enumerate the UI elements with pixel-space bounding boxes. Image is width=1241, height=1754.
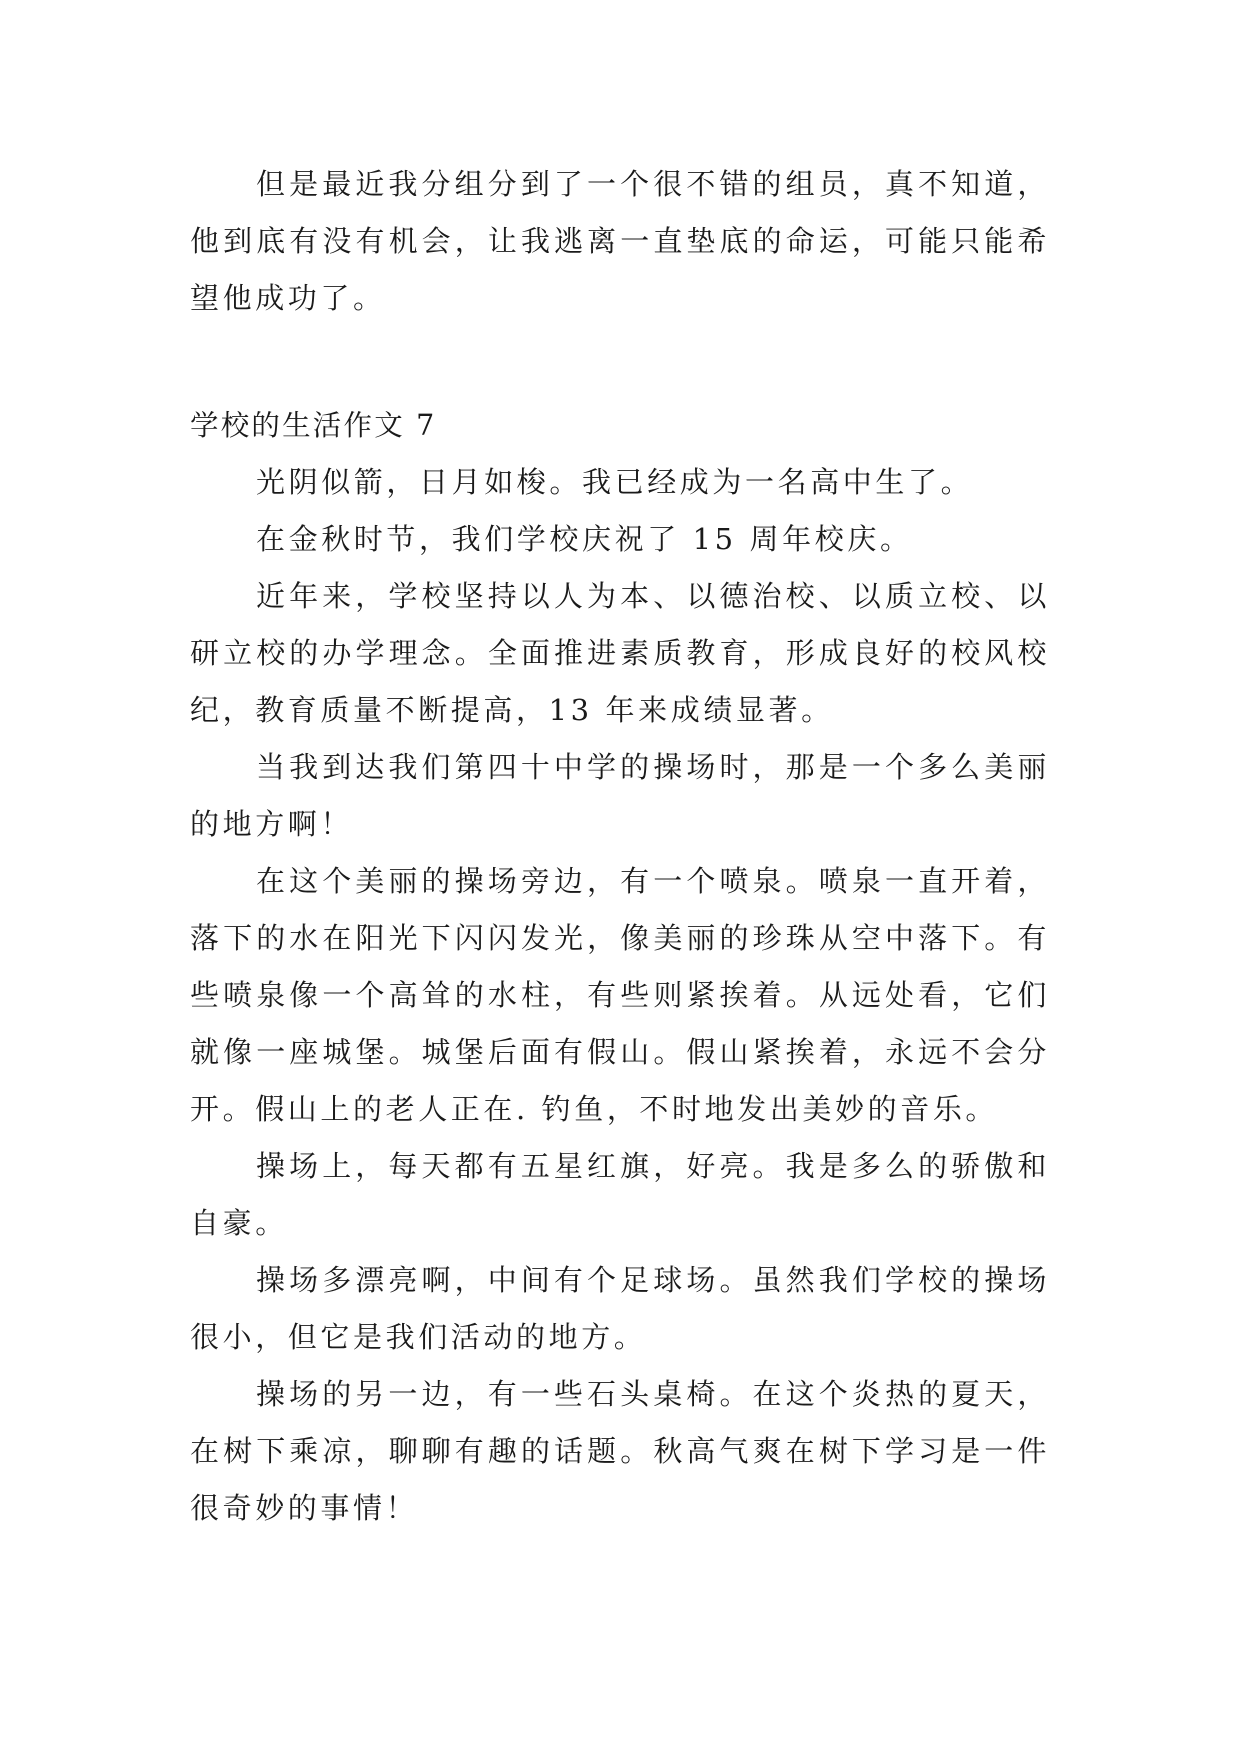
paragraph-1: 光阴似箭，日月如梭。我已经成为一名高中生了。 <box>256 465 974 499</box>
paragraph-3: 近年来，学校坚持以人为本、以德治校、以质立校、以研立校的办学理念。全面推进素质教育，形成良好的校风校纪，教育质量不断提高，13 年来成绩显著。 <box>190 579 1050 727</box>
document-body <box>190 156 1050 1537</box>
paragraph-6: 操场上，每天都有五星红旗，好亮。我是多么的骄傲和自豪。 <box>190 1149 1050 1240</box>
paragraph-4: 当我到达我们第四十中学的操场时，那是一个多么美丽的地方啊！ <box>190 750 1050 841</box>
paragraph-2: 在金秋时节，我们学校庆祝了 15 周年校庆。 <box>256 522 913 556</box>
paragraph-7: 操场多漂亮啊，中间有个足球场。虽然我们学校的操场很小，但它是我们活动的地方。 <box>190 1263 1050 1354</box>
paragraph-8: 操场的另一边，有一些石头桌椅。在这个炎热的夏天，在树下乘凉，聊聊有趣的话题。秋高气爽在树下学习是一件很奇妙的事情！ <box>190 1377 1050 1525</box>
intro-paragraph: 但是最近我分组分到了一个很不错的组员，真不知道，他到底有没有机会，让我逃离一直垫底的命运，可能只能希望他成功了。 <box>190 167 1050 315</box>
section-heading: 学校的生活作文 7 <box>190 409 437 442</box>
paragraph-5: 在这个美丽的操场旁边，有一个喷泉。喷泉一直开着，落下的水在阳光下闪闪发光，像美丽的珍珠从空中落下。有些喷泉像一个高耸的水柱，有些则紧挨着。从远处看，它们就像一座城堡。城堡后面有假山。假山紧挨着，永远不会分开。假山上的老人正在. 钓鱼，不时地发出美妙的音乐。 <box>190 864 1050 1126</box>
section-gap <box>190 327 1050 397</box>
